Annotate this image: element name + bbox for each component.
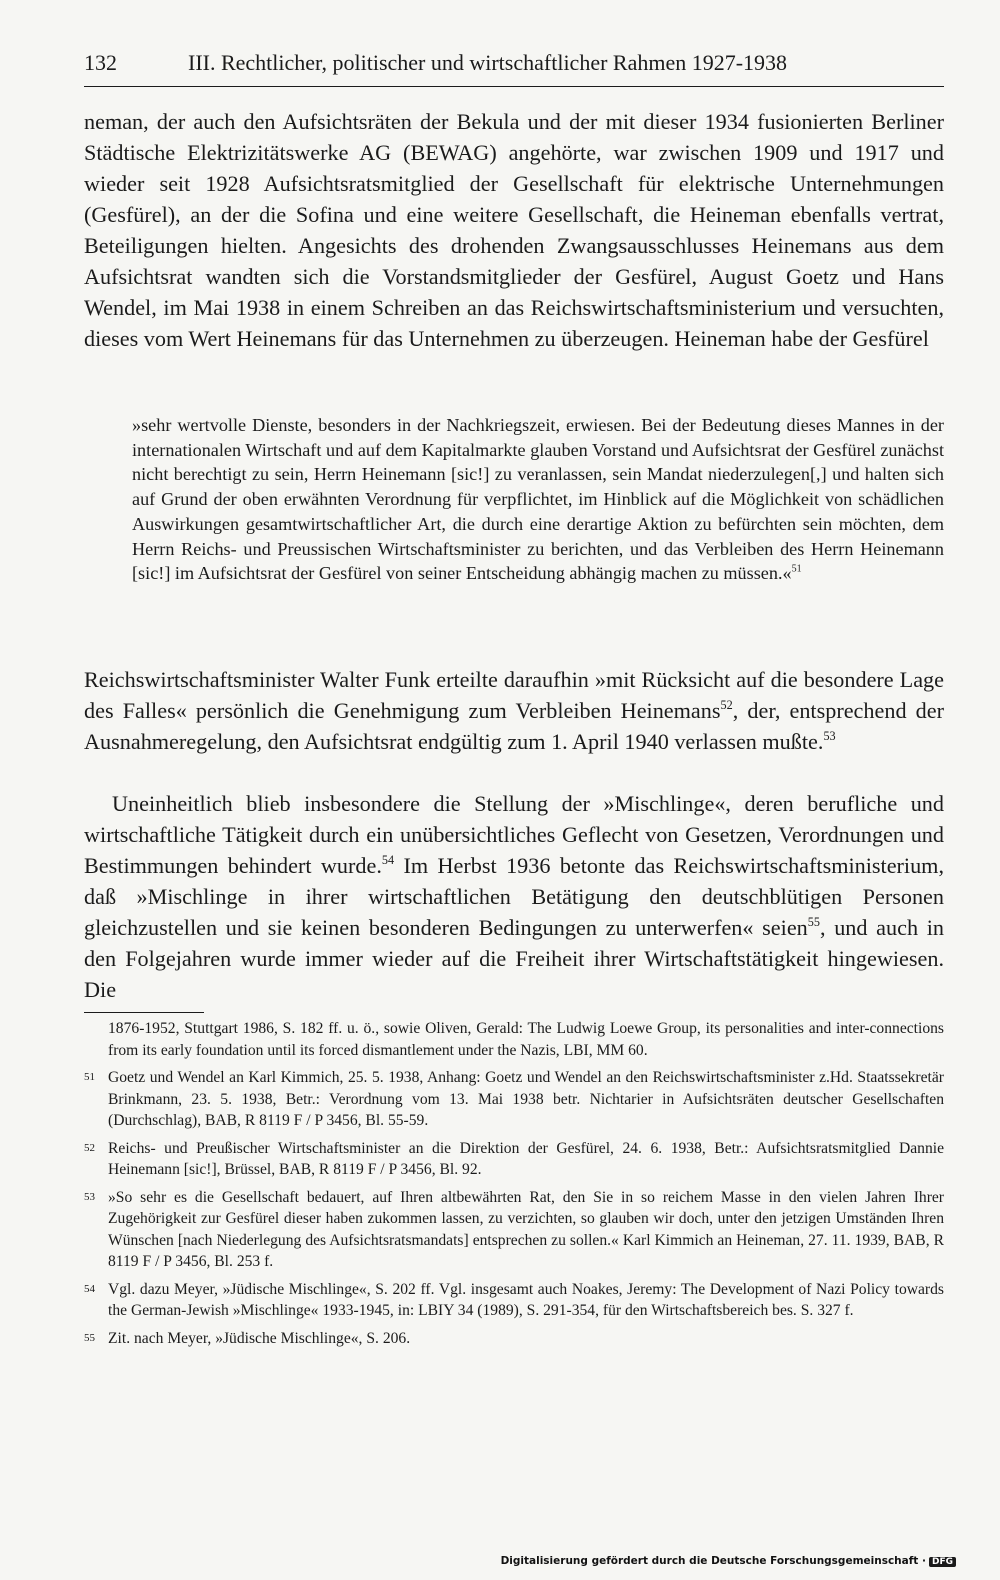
body-paragraph-2-text-b: , der, entsprechend der Ausnahmeregelung, den Aufsichtsrat endgültig zum 1. April 1940 verlassen mußte. [84, 698, 944, 754]
page-number: 132 [84, 50, 117, 75]
footnote-text: Zit. nach Meyer, »Jüdische Mischlinge«, S. 206. [108, 1329, 411, 1347]
digitization-credit [501, 1555, 956, 1567]
body-paragraph-3-text-b: Im Herbst 1936 betonte das Reichswirtschaftsministerium, daß »Mischlinge in ihrer wirtschaftlichen Betätigung den deutschblütigen Personen gleichzustellen und sie keinen besonderen Bedingungen zu unterwerfen« seien [84, 853, 944, 940]
page-header [84, 50, 944, 84]
footnote-text: Vgl. dazu Meyer, »Jüdische Mischlinge«, S. 202 ff. Vgl. insgesamt auch Noakes, Jeremy: The Development of Nazi Policy towards the German-Jewish »Mischlinge« 1933-1945, in: LBIY 34 (1989), S. 291-354, für den Wirtschaftsbereich bes. S. 327 f. [108, 1280, 944, 1319]
header-rule [84, 86, 944, 87]
footnote-51 [84, 1067, 944, 1132]
body-paragraph-3 [84, 788, 944, 1005]
block-quote-text: »sehr wertvolle Dienste, besonders in der Nachkriegszeit, erwiesen. Bei der Bedeutung dieses Mannes in der internationalen Wirtschaft und auf dem Kapitalmarkte glauben Vorstand und Aufsichtsrat der Gesfürel zunächst nicht berechtigt zu sein, Herrn Heinemann [sic!] zu veranlassen, sein Mandat niederzulegen[,] und halten sich auf Grund der oben erwähnten Verordnung für verpflichtet, im Hinblick auf die Möglichkeit von schädlichen Auswirkungen gesamtwirtschaftlicher Art, die durch eine derartige Aktion zu befürchten sein möchten, dem Herrn Reichs- und Preussischen Wirtschaftsminister zu berichten, und das Verbleiben des Herrn Heinemann [sic!] im Aufsichtsrat der Gesfürel von seiner Entscheidung abhängig machen zu müssen.« [132, 415, 944, 584]
body-paragraph-3-text-c: , und auch in den Folgejahren wurde immer wieder auf die Freiheit ihrer Wirtschaftstätigkeit hingewiesen. Die [84, 915, 944, 1002]
footnote-54 [84, 1279, 944, 1322]
footnote-ref-53: 53 [823, 728, 836, 743]
block-quote [132, 413, 944, 586]
footnote-number: 55 [84, 1331, 95, 1344]
body-paragraph-2-text-a: Reichswirtschaftsminister Walter Funk erteilte daraufhin »mit Rücksicht auf die besondere Lage des Falles« persönlich die Genehmigung zum Verbleiben Heinemans [84, 667, 944, 723]
footnote-number: 54 [84, 1282, 95, 1295]
footnote-ref-55: 55 [807, 914, 820, 929]
footnote-text: Goetz und Wendel an Karl Kimmich, 25. 5. 1938, Anhang: Goetz und Wendel an den Reichswirtschaftsminister z.Hd. Staatssekretär Brinkmann, 23. 5. 1938, Betr.: Verordnung vom 13. Mai 1938 betr. Nichtarier in Aufsichtsräten deutscher Gesellschaften (Durchschlag), BAB, R 8119 F / P 3456, Bl. 55-59. [108, 1069, 944, 1129]
body-paragraph-3-text-a: Uneinheitlich blieb insbesondere die Stellung der »Mischlinge«, deren berufliche und wirtschaftliche Tätigkeit durch ein unübersichtliches Geflecht von Gesetzen, Verordnungen und Bestimmungen behindert wurde. [84, 791, 944, 878]
footnote-rule [84, 1012, 204, 1013]
running-head: III. Rechtlicher, politischer und wirtschaftlicher Rahmen 1927-1938 [188, 50, 788, 75]
dfg-logo: DFG [929, 1557, 956, 1567]
footnote-text: »So sehr es die Gesellschaft bedauert, auf Ihren altbewährten Rat, den Sie in so reichem Masse in den vielen Jahren Ihrer Zugehörigkeit zur Gesfürel dieser haben zukommen lassen, zu verzichten, so glauben wir doch, unter den jetzigen Umständen Ihren Wünschen [nach Niederlegung des Aufsichtsratsmandats] entsprechen zu sollen.« Karl Kimmich an Heineman, 27. 11. 1939, BAB, R 8119 F / P 3456, Bl. 253 f. [108, 1188, 944, 1270]
credit-text: Digitalisierung gefördert durch die Deutsche Forschungsgemeinschaft · [500, 1555, 926, 1567]
footnote-number: 51 [84, 1071, 95, 1083]
footnote-53 [84, 1187, 944, 1273]
footnote-number: 53 [84, 1190, 95, 1203]
body-paragraph-1 [84, 106, 944, 354]
footnote-ref-51: 51 [791, 563, 802, 575]
body-paragraph-2 [84, 664, 944, 757]
footnote-text: Reichs- und Preußischer Wirtschaftsminister an die Direktion der Gesfürel, 24. 6. 1938, Betr.: Aufsichtsratsmitglied Dannie Heinemann [sic!], Brüssel, BAB, R 8119 F / P 3456, Bl. 92. [108, 1139, 944, 1178]
footnotes [84, 1018, 944, 1355]
footnote-continuation: 1876-1952, Stuttgart 1986, S. 182 ff. u. ö., sowie Oliven, Gerald: The Ludwig Loewe Group, its personalities and inter-connections from its early foundation until its forced dismantlement under the Nazis, LBI, MM 60. [108, 1020, 944, 1059]
body-paragraph-1-text: neman, der auch den Aufsichtsräten der Bekula und der mit dieser 1934 fusionierten Berliner Städtische Elektrizitätswerke AG (BEWAG) angehörte, war zwischen 1909 und 1917 und wieder seit 1928 Aufsichtsratsmitglied der Gesellschaft für elektrische Unternehmungen (Gesfürel), an der die Sofina und eine weitere Gesellschaft, die Heineman ebenfalls vertrat, Beteiligungen hielten. Angesichts des drohenden Zwangsausschlusses Heinemans aus dem Aufsichtsrat wandten sich die Vorstandsmitglieder der Gesfürel, August Goetz und Hans Wendel, im Mai 1938 in einem Schreiben an das Reichswirtschaftsministerium und versuchten, dieses vom Wert Heinemans für das Unternehmen zu überzeugen. Heineman habe der Gesfürel [84, 109, 944, 351]
footnote-55 [84, 1328, 944, 1350]
footnote-number: 52 [84, 1141, 95, 1154]
footnote-ref-54: 54 [381, 852, 395, 867]
footnote-52 [84, 1138, 944, 1181]
footnote-ref-52: 52 [720, 697, 733, 712]
